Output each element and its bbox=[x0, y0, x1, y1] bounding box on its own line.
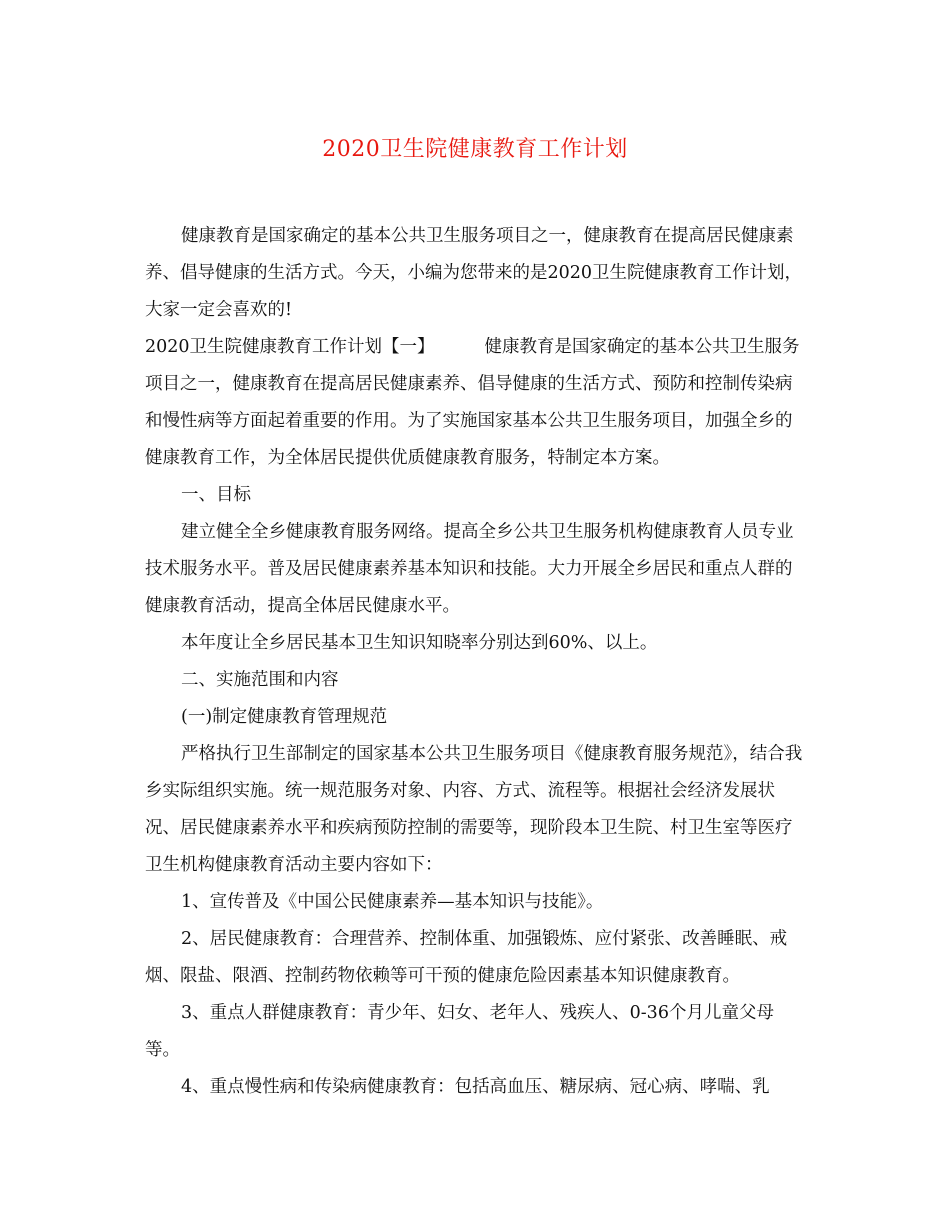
section1-heading: 2020卫生院健康教育工作计划【一】 bbox=[145, 337, 435, 357]
list-item-1: 1、宣传普及《中国公民健康素养—基本知识与技能》。 bbox=[181, 892, 604, 912]
goal-paragraph: 建立健全全乡健康教育服务网络。提高全乡公共卫生服务机构健康教育人员专业技术服务水平。普及居民健康素养基本知识和技能。大力开展全乡居民和重点人群的健康教育活动，提高全体居民健康水平。 bbox=[145, 522, 794, 616]
subsection1-heading: (一)制定健康教育管理规范 bbox=[181, 707, 388, 727]
list-item-3: 3、重点人群健康教育：青少年、妇女、老年人、残疾人、0-36个月儿童父母等。 bbox=[145, 1003, 774, 1060]
goal-heading: 一、目标 bbox=[181, 485, 251, 505]
scope-heading: 二、实施范围和内容 bbox=[181, 670, 339, 690]
list-item-2: 2、居民健康教育：合理营养、控制体重、加强锻炼、应付紧张、改善睡眠、戒烟、限盐、限酒、控制药物依赖等可干预的健康危险因素基本知识健康教育。 bbox=[145, 929, 788, 986]
document-title: 2020卫生院健康教育工作计划 bbox=[322, 137, 628, 162]
section1-paragraph bbox=[145, 329, 805, 477]
intro-paragraph: 健康教育是国家确定的基本公共卫生服务项目之一，健康教育在提高居民健康素养、倡导健康的生活方式。今天，小编为您带来的是2020卫生院健康教育工作计划，大家一定会喜欢的! bbox=[145, 226, 803, 320]
goal-rate-paragraph: 本年度让全乡居民基本卫生知识知晓率分别达到60%、以上。 bbox=[181, 633, 658, 653]
section1-body: 健康教育是国家确定的基本公共卫生服务项目之一，健康教育在提高居民健康素养、倡导健康的生活方式、预防和控制传染病和慢性病等方面起着重要的作用。为了实施国家基本公共卫生服务项目，加强全乡的健康教育工作，为全体居民提供优质健康教育服务，特制定本方案。 bbox=[145, 337, 800, 468]
subsection1-paragraph: 严格执行卫生部制定的国家基本公共卫生服务项目《健康教育服务规范》，结合我乡实际组织实施。统一规范服务对象、内容、方式、流程等。根据社会经济发展状况、居民健康素养水平和疾病预防控制的需要等，现阶段本卫生院、村卫生室等医疗卫生机构健康教育活动主要内容如下： bbox=[145, 744, 803, 875]
list-item-4: 4、重点慢性病和传染病健康教育：包括高血压、糖尿病、冠心病、哮喘、乳 bbox=[181, 1077, 770, 1097]
document-body bbox=[145, 218, 805, 1106]
